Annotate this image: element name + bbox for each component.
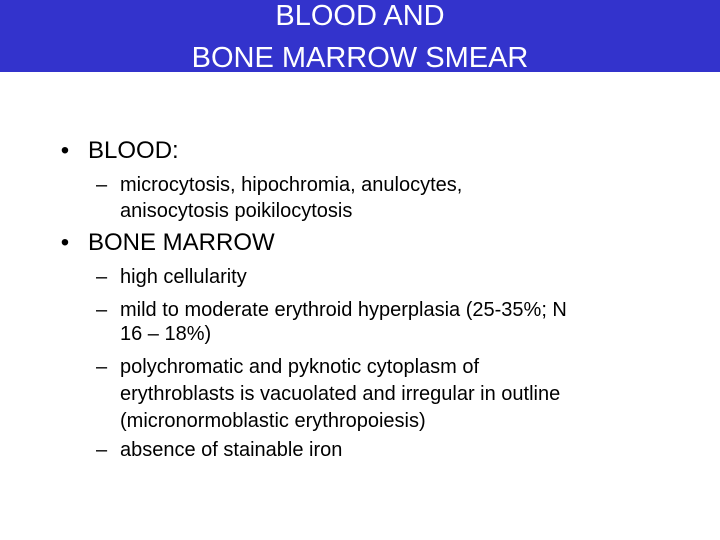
- sub-item: [96, 265, 696, 291]
- sub-item-marker: –: [96, 356, 108, 378]
- sub-item-marker: –: [96, 439, 108, 461]
- sub-item-line: anisocytosis poikilocytosis: [120, 200, 353, 222]
- sub-item-marker: –: [96, 266, 108, 288]
- bullet-marker: •: [60, 229, 70, 256]
- sub-item-line: erythroblasts is vacuolated and irregular in outline: [120, 383, 561, 405]
- bullet-blood: [56, 137, 656, 167]
- sub-item-line: polychromatic and pyknotic cytoplasm of: [120, 356, 480, 378]
- sub-item-marker: –: [96, 174, 108, 196]
- sub-item-line: microcytosis, hipochromia, anulocytes,: [120, 174, 463, 196]
- bullet-marker: •: [60, 137, 70, 164]
- sub-item-line: 16 – 18%): [120, 323, 212, 345]
- sub-item-line: (micronormoblastic erythropoiesis): [120, 410, 426, 432]
- sub-item: [96, 438, 696, 464]
- sub-item: [96, 298, 696, 350]
- sub-item-line: mild to moderate erythroid hyperplasia (25-35%; N: [120, 299, 567, 321]
- bullet-bone-marrow: [56, 229, 656, 259]
- sub-item-line: absence of stainable iron: [120, 439, 343, 461]
- bullet-label: BONE MARROW: [88, 229, 275, 256]
- sub-item: [96, 355, 696, 433]
- sub-item: [96, 173, 696, 225]
- sub-item-marker: –: [96, 299, 108, 321]
- slide-title-line-2: BONE MARROW SMEAR: [191, 42, 529, 72]
- sub-item-line: high cellularity: [120, 266, 247, 288]
- bullet-label: BLOOD:: [88, 137, 179, 164]
- slide-title-line-1: BLOOD AND: [275, 0, 445, 32]
